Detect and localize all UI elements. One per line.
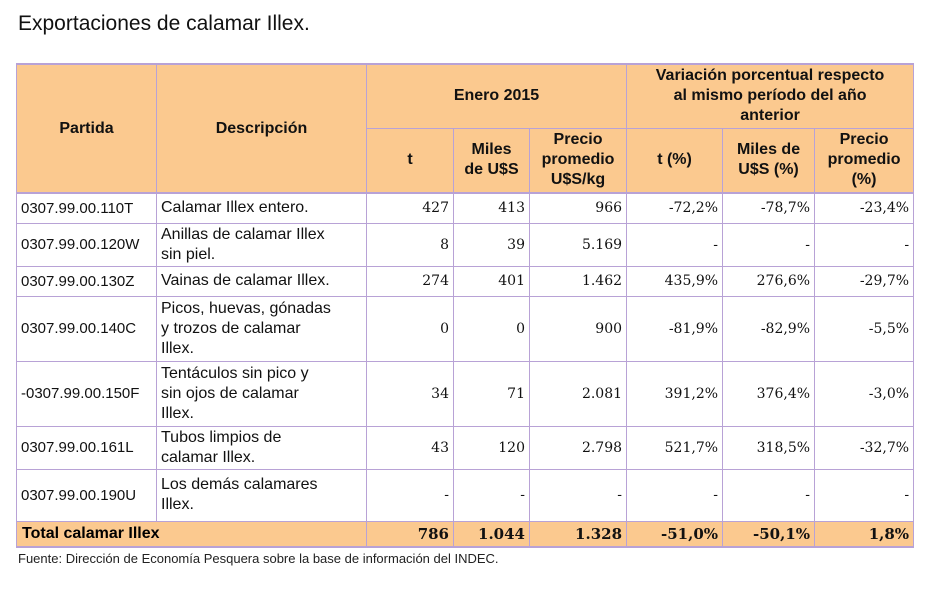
row-miles-pct: 376,4%: [723, 361, 815, 426]
row-description-line: Tubos limpios de: [161, 428, 282, 446]
header-variation: [627, 64, 914, 128]
row-t: 427: [367, 193, 454, 223]
row-t: -: [367, 469, 454, 521]
total-precio: 1.328: [530, 521, 627, 547]
row-precio-pct: -3,0%: [815, 361, 914, 426]
row-description-line: Calamar Illex entero.: [161, 199, 309, 217]
row-precio-pct: -5,5%: [815, 296, 914, 361]
row-precio: -: [530, 469, 627, 521]
row-precio: 900: [530, 296, 627, 361]
row-code: 0307.99.00.120W: [17, 223, 157, 266]
header-precio-pct: [815, 128, 914, 193]
table-row: [17, 469, 914, 521]
row-precio-pct: -32,7%: [815, 426, 914, 469]
header-variation-line: Variación porcentual respecto: [655, 67, 885, 85]
table-row: [17, 296, 914, 361]
total-miles: 1.044: [454, 521, 530, 547]
source-note: Fuente: Dirección de Economía Pesquera sobre la base de información del INDEC.: [18, 551, 499, 566]
row-description-line: Tentáculos sin pico y: [161, 364, 309, 382]
header-precio-line: promedio: [541, 151, 615, 169]
row-code: 0307.99.00.110T: [17, 193, 157, 223]
header-miles-line: de U$S: [464, 161, 519, 179]
row-t: 274: [367, 266, 454, 296]
row-description: [157, 266, 367, 296]
row-t: 0: [367, 296, 454, 361]
row-precio: 2.081: [530, 361, 627, 426]
row-description-line: Los demás calamares: [161, 476, 318, 493]
row-miles: 413: [454, 193, 530, 223]
header-variation-line: anterior: [740, 107, 800, 125]
row-miles: 120: [454, 426, 530, 469]
total-t: 786: [367, 521, 454, 547]
row-description-line: calamar Illex.: [161, 448, 256, 466]
row-code: -0307.99.00.150F: [17, 361, 157, 426]
header-descripcion: Descripción: [157, 64, 367, 193]
row-description-line: Illex.: [161, 404, 194, 422]
row-miles: 39: [454, 223, 530, 266]
total-miles-pct: -50,1%: [723, 521, 815, 547]
header-precio-pct-line: Precio: [839, 131, 889, 149]
table-row: [17, 361, 914, 426]
row-description-line: Illex.: [161, 496, 194, 513]
row-t: 34: [367, 361, 454, 426]
row-code: 0307.99.00.140C: [17, 296, 157, 361]
row-description: [157, 426, 367, 469]
header-t: t: [367, 128, 454, 193]
row-description: [157, 296, 367, 361]
row-description-line: Vainas de calamar Illex.: [161, 272, 330, 289]
row-precio-pct: -: [815, 223, 914, 266]
row-miles-pct: -78,7%: [723, 193, 815, 223]
header-miles-pct-line: U$S (%): [738, 161, 799, 179]
row-t-pct: -81,9%: [627, 296, 723, 361]
row-t-pct: 391,2%: [627, 361, 723, 426]
row-t-pct: -: [627, 223, 723, 266]
row-description-line: sin ojos de calamar: [161, 384, 299, 402]
row-description-line: Illex.: [161, 339, 194, 357]
page-title: Exportaciones de calamar Illex.: [18, 12, 310, 35]
total-t-pct: -51,0%: [627, 521, 723, 547]
row-precio: 966: [530, 193, 627, 223]
header-precio-pct-line: promedio: [827, 151, 901, 169]
row-description: [157, 223, 367, 266]
row-miles-pct: 318,5%: [723, 426, 815, 469]
row-precio: 5.169: [530, 223, 627, 266]
row-miles: 0: [454, 296, 530, 361]
row-t-pct: 435,9%: [627, 266, 723, 296]
total-label: Total calamar Illex: [17, 521, 367, 547]
header-miles-pct: [723, 128, 815, 193]
row-precio-pct: -23,4%: [815, 193, 914, 223]
row-description: [157, 469, 367, 521]
header-precio-line: U$S/kg: [550, 171, 606, 189]
row-precio-pct: -29,7%: [815, 266, 914, 296]
row-t-pct: -: [627, 469, 723, 521]
row-t: 8: [367, 223, 454, 266]
header-precio-pct-line: (%): [851, 171, 877, 189]
row-miles-pct: -: [723, 469, 815, 521]
row-description: [157, 193, 367, 223]
table-row: [17, 426, 914, 469]
row-miles-pct: -82,9%: [723, 296, 815, 361]
header-partida: Partida: [17, 64, 157, 193]
row-t-pct: 521,7%: [627, 426, 723, 469]
header-precio: [530, 128, 627, 193]
header-variation-line: al mismo período del año: [673, 87, 867, 105]
row-description-line: Anillas de calamar Illex: [161, 225, 325, 243]
header-t-pct: t (%): [627, 128, 723, 193]
header-miles: [454, 128, 530, 193]
row-precio: 2.798: [530, 426, 627, 469]
row-precio: 1.462: [530, 266, 627, 296]
total-precio-pct: 1,8%: [815, 521, 914, 547]
row-description-line: y trozos de calamar: [161, 319, 301, 337]
table-row: [17, 266, 914, 296]
total-row: [17, 521, 914, 547]
table-row: [17, 223, 914, 266]
header-miles-pct-line: Miles de: [736, 141, 801, 159]
exports-table: [16, 63, 914, 548]
row-description-line: Picos, huevas, gónadas: [161, 299, 331, 317]
row-t-pct: -72,2%: [627, 193, 723, 223]
row-miles: 71: [454, 361, 530, 426]
row-code: 0307.99.00.130Z: [17, 266, 157, 296]
row-precio-pct: -: [815, 469, 914, 521]
table-row: [17, 193, 914, 223]
row-description-line: sin piel.: [161, 245, 216, 263]
header-miles-line: Miles: [471, 141, 512, 159]
row-miles-pct: -: [723, 223, 815, 266]
header-precio-line: Precio: [553, 131, 603, 149]
row-miles: 401: [454, 266, 530, 296]
row-description: [157, 361, 367, 426]
header-period: Enero 2015: [367, 64, 627, 128]
row-t: 43: [367, 426, 454, 469]
row-code: 0307.99.00.190U: [17, 469, 157, 521]
row-code: 0307.99.00.161L: [17, 426, 157, 469]
row-miles-pct: 276,6%: [723, 266, 815, 296]
row-miles: -: [454, 469, 530, 521]
